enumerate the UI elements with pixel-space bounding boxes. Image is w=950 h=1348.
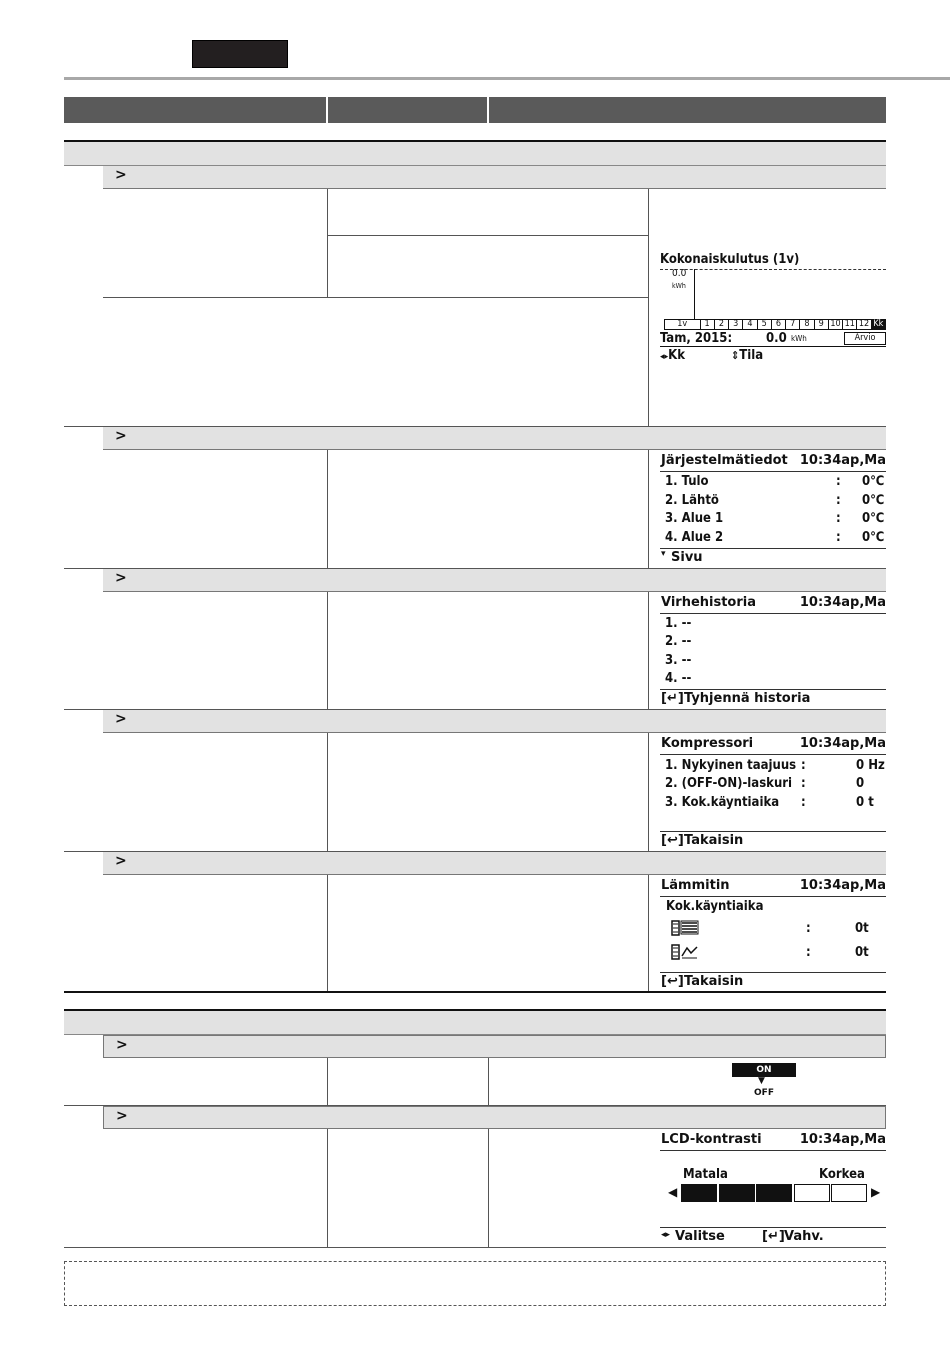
clock: 10:34ap,Ma	[799, 736, 886, 751]
chevron-right-icon: >	[116, 1108, 128, 1124]
estimate-button[interactable]: Arvio	[844, 332, 886, 345]
divider	[648, 875, 649, 992]
info-row-value: 0℃	[862, 474, 885, 489]
compressor-row-value: 0 t	[856, 795, 874, 810]
month-axis-cell: 1v	[665, 320, 701, 329]
divider	[327, 733, 328, 851]
chevron-right-icon: >	[115, 570, 127, 586]
heater-row-value: 0t	[855, 921, 869, 936]
error-history-title: Virhehistoria	[661, 595, 757, 610]
heater-row-sep: :	[806, 921, 811, 936]
back-hint: Takaisin	[684, 974, 744, 989]
divider	[488, 1058, 489, 1105]
heater-footer	[660, 972, 886, 991]
chevron-right-icon: >	[115, 853, 127, 869]
header-rule	[64, 77, 950, 80]
subsection-bar-toggle[interactable]	[103, 1035, 886, 1058]
subsection-bar-contrast[interactable]	[103, 1106, 886, 1129]
divider	[103, 297, 648, 298]
heater-subtitle: Kok.käyntiaika	[666, 899, 764, 914]
heater-row-value: 0t	[855, 945, 869, 960]
nav-mode-hint: ⇕Tila	[731, 348, 764, 363]
column-header-3	[489, 97, 886, 123]
chevron-right-icon: >	[115, 428, 127, 444]
divider	[64, 1247, 886, 1248]
month-axis-cell: 5	[758, 320, 772, 329]
month-axis-cell: 8	[800, 320, 814, 329]
contrast-high-label: Korkea	[819, 1167, 865, 1182]
info-row-value: 0℃	[862, 493, 885, 508]
right-arrow-icon[interactable]: ▶	[871, 1185, 881, 1199]
section-bar-1	[64, 140, 886, 166]
info-row-label: 1. Tulo	[665, 474, 709, 489]
compressor-row-label: 3. Kok.käyntiaika	[665, 795, 780, 810]
section-bar-2	[64, 1009, 886, 1035]
subsection-bar-system-info[interactable]	[103, 427, 886, 450]
system-info-footer	[660, 548, 886, 568]
month-axis-cell: 1	[701, 320, 715, 329]
error-row: 3. --	[665, 653, 692, 668]
contrast-low-label: Matala	[683, 1167, 728, 1182]
compressor-footer	[660, 831, 886, 851]
compressor-row-value: 0 Hz	[856, 758, 885, 773]
divider	[648, 450, 649, 568]
page-hint: Sivu	[671, 550, 703, 565]
back-icon: [↩]	[661, 833, 684, 848]
down-arrow-icon: ▾	[661, 549, 666, 559]
info-row-sep: :	[836, 530, 841, 545]
compressor-row-sep: :	[801, 758, 806, 773]
contrast-segment	[756, 1184, 792, 1202]
down-arrow-icon: ▼	[758, 1076, 765, 1086]
column-header-2	[328, 97, 487, 123]
chevron-right-icon: >	[115, 167, 127, 183]
confirm-hint: Vahv.	[784, 1229, 824, 1244]
subsection-bar-heater[interactable]	[103, 852, 886, 875]
note-box	[64, 1261, 886, 1306]
divider	[660, 346, 886, 347]
compressor-title: Kompressori	[661, 736, 754, 751]
heater-tank-icon	[671, 920, 699, 936]
clock: 10:34ap,Ma	[799, 1132, 886, 1147]
subsection-bar-energy[interactable]	[103, 166, 886, 189]
contrast-title-bar	[660, 1131, 886, 1151]
compressor-title-bar	[660, 735, 886, 755]
compressor-row-sep: :	[801, 795, 806, 810]
on-label[interactable]: ON	[732, 1063, 796, 1077]
clock: 10:34ap,Ma	[799, 878, 886, 893]
divider	[327, 235, 648, 236]
enter-key-icon: [↵]	[762, 1229, 785, 1244]
energy-lcd-screen	[660, 251, 886, 369]
contrast-segment	[831, 1184, 867, 1202]
divider	[327, 592, 328, 709]
contrast-title: LCD-kontrasti	[661, 1132, 762, 1147]
up-down-arrow-icon: ⇕	[731, 349, 740, 362]
info-row-sep: :	[836, 474, 841, 489]
month-axis-cell: Kk	[873, 319, 884, 329]
y-tick-label: 0.0	[672, 268, 687, 279]
heater-title-bar	[660, 877, 886, 897]
heater-title: Lämmitin	[661, 878, 730, 893]
error-row: 1. --	[665, 616, 692, 631]
info-row-sep: :	[836, 511, 841, 526]
left-right-arrow-icon: ◂▸	[661, 1230, 671, 1240]
off-label[interactable]: OFF	[754, 1088, 774, 1098]
month-axis-cell: 7	[786, 320, 800, 329]
divider	[327, 875, 328, 992]
back-icon: [↩]	[661, 974, 684, 989]
compressor-row-label: 2. (OFF-ON)-laskuri	[665, 776, 793, 791]
back-hint: Takaisin	[684, 833, 744, 848]
month-axis	[664, 319, 886, 330]
left-arrow-icon[interactable]: ◀	[668, 1185, 678, 1199]
energy-title: Kokonaiskulutus (1v)	[660, 252, 800, 267]
divider	[648, 592, 649, 709]
heater-backup-icon	[671, 944, 699, 960]
nav-month-hint: ◂▸Kk	[660, 348, 685, 363]
info-row-label: 4. Alue 2	[665, 530, 724, 545]
energy-summary-unit: kWh	[791, 334, 807, 343]
divider	[648, 189, 649, 426]
compressor-row-sep: :	[801, 776, 806, 791]
info-row-sep: :	[836, 493, 841, 508]
divider	[327, 189, 328, 297]
section-end-rule	[64, 991, 886, 993]
contrast-footer	[660, 1227, 886, 1247]
info-row-label: 3. Alue 1	[665, 511, 724, 526]
contrast-segment	[681, 1184, 717, 1202]
chapter-tab	[192, 40, 288, 68]
clock: 10:34ap,Ma	[799, 595, 886, 610]
subsection-bar-compressor[interactable]	[103, 710, 886, 733]
energy-summary-label: Tam, 2015:	[660, 331, 733, 346]
info-row-value: 0℃	[862, 530, 885, 545]
compressor-row-label: 1. Nykyinen taajuus	[665, 758, 797, 773]
clear-history-hint: Tyhjennä historia	[684, 691, 811, 706]
error-row: 2. --	[665, 634, 692, 649]
system-info-title-bar	[660, 452, 886, 472]
month-axis-cell: 12	[857, 320, 871, 329]
contrast-segment	[794, 1184, 830, 1202]
compressor-row-value: 0	[856, 776, 865, 791]
y-unit-label: kWh	[672, 282, 686, 290]
month-axis-cell: 11	[843, 320, 857, 329]
divider	[327, 1129, 328, 1247]
chevron-right-icon: >	[116, 1037, 128, 1053]
month-axis-cell: 9	[815, 320, 829, 329]
divider	[648, 733, 649, 851]
divider	[488, 1129, 489, 1247]
energy-summary-value: 0.0	[766, 331, 787, 346]
chart-y-axis	[694, 269, 695, 320]
contrast-segment	[719, 1184, 755, 1202]
left-right-arrow-icon: ◂▸	[660, 352, 669, 362]
chevron-right-icon: >	[115, 711, 127, 727]
month-axis-cell: 2	[715, 320, 729, 329]
system-info-title: Järjestelmätiedot	[661, 453, 788, 468]
heater-row-sep: :	[806, 945, 811, 960]
month-axis-cell: 4	[743, 320, 757, 329]
divider	[327, 1058, 328, 1105]
select-hint: Valitse	[675, 1229, 725, 1244]
month-axis-cell: 10	[829, 320, 843, 329]
info-row-value: 0℃	[862, 511, 885, 526]
month-axis-cell: 6	[772, 320, 786, 329]
month-axis-cell: 3	[729, 320, 743, 329]
column-header-1	[64, 97, 326, 123]
subsection-bar-error-history[interactable]	[103, 569, 886, 592]
error-row: 4. --	[665, 671, 692, 686]
clock: 10:34ap,Ma	[799, 453, 886, 468]
divider	[327, 450, 328, 568]
enter-key-icon: [↵]	[661, 691, 684, 706]
error-history-footer	[660, 689, 886, 709]
error-history-title-bar	[660, 594, 886, 614]
info-row-label: 2. Lähtö	[665, 493, 719, 508]
